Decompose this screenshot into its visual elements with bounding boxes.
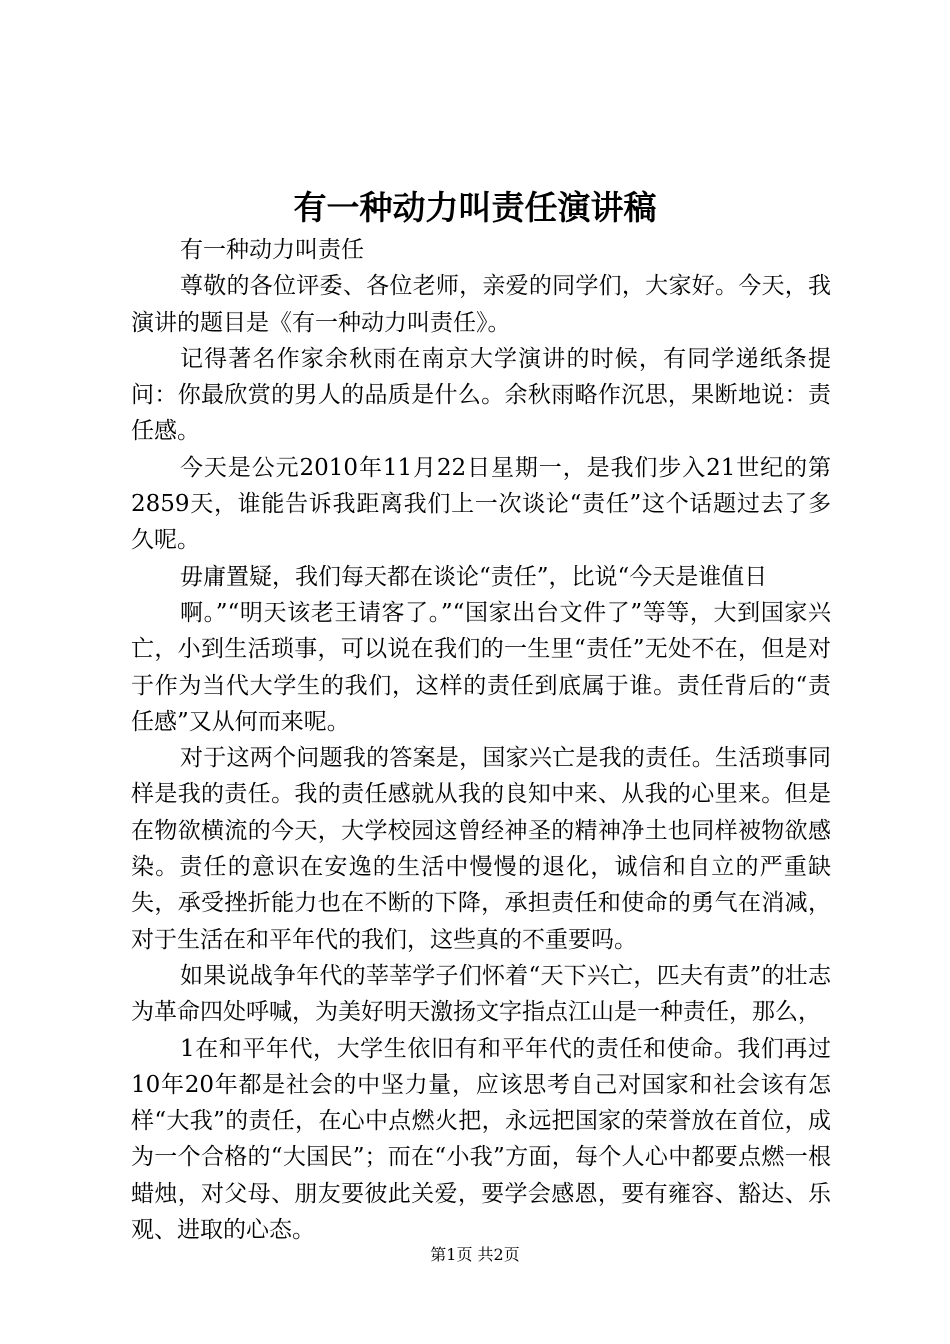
paragraph-subtitle: 有一种动力叫责任: [180, 237, 364, 263]
paragraph-yu-qiuyu: 记得著名作家余秋雨在南京大学演讲的时候，有同学递纸条提问：你最欣赏的男人的品质是什么。余秋雨略作沉思，果断地说：责任感。: [131, 345, 831, 445]
document-title: 有一种动力叫责任演讲稿: [293, 188, 657, 227]
paragraph-daily-talk: 毋庸置疑，我们每天都在谈论“责任”，比说“今天是谁值日: [180, 563, 768, 590]
paragraph-date: 今天是公元2010年11月22日星期一，是我们步入21世纪的第2859天，谁能告诉我距离我们上一次谈论“责任”这个话题过去了多久呢。: [131, 454, 831, 554]
paragraph-answer: 对于这两个问题我的答案是，国家兴亡是我的责任。生活琐事同样是我的责任。我的责任感就从我的良知中来、从我的心里来。但是在物欲横流的今天，大学校园这曾经神圣的精神净土也同样被物欲感染。责任的意识在安逸的生活中慢慢的退化，诚信和自立的严重缺失，承受挫折能力也在不断的下降，承担责任和使命的勇气在消减，对于生活在和平年代的我们，这些真的不重要吗。: [131, 745, 831, 953]
paragraph-greeting: 尊敬的各位评委、各位老师，亲爱的同学们，大家好。今天，我演讲的题目是《有一种动力叫责任》。: [131, 273, 831, 336]
paragraph-examples: 啊。”“明天该老王请客了。”“国家出台文件了”等等，大到国家兴亡，小到生活琐事，可以说在我们的一生里“责任”无处不在，但是对于作为当代大学生的我们，这样的责任到底属于谁。责任背后的“责任感”又从何而来呢。: [131, 599, 831, 735]
paragraph-war-years: 如果说战争年代的莘莘学子们怀着“天下兴亡，匹夫有责”的壮志为革命四处呼喊，为美好明天激扬文字指点江山是一种责任，那么，: [131, 962, 831, 1026]
page-footer: 第1页 共2页: [430, 1245, 520, 1264]
paragraph-peace-years: 1在和平年代，大学生依旧有和平年代的责任和使命。我们再过10年20年都是社会的中坚力量，应该思考自己对国家和社会该有怎样“大我”的责任，在心中点燃火把，永远把国家的荣誉放在首位，成为一个合格的“大国民”；而在“小我”方面，每个人心中都要点燃一根蜡烛，对父母、朋友要彼此关爱，要学会感恩，要有雍容、豁达、乐观、进取的心态。: [131, 1035, 831, 1244]
document-body: [131, 232, 831, 1248]
